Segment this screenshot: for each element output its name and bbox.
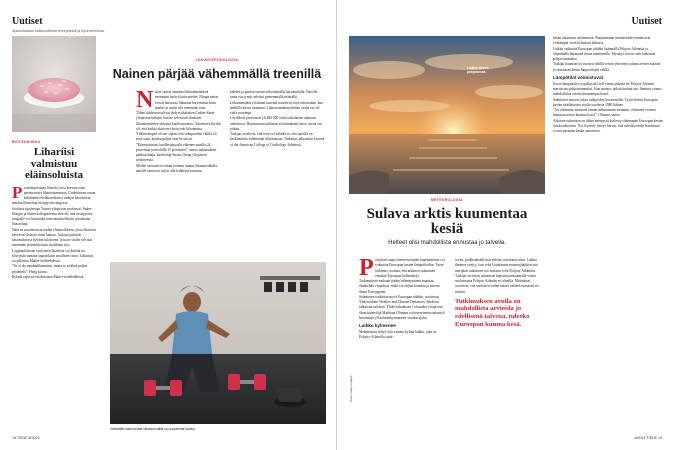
main-paragraph: Tähän tulokseen tulivat yhdysvaltalaisen Cedars-Sinai-yliopiston tutkijat, kun he selvittivät ihmisten liikuntamäärien yhteyttä kuolleisuuteen. Odotettava löydös oli, että kaikki aktiiviset hyötyivät liikunnasta. xyxy=(136,111,221,131)
main-paragraph: Miehet saavuttivat eduun kolmen tunnin liikuntaviikolla, naisille sama etu tuli jo alle kahdessa tunnissa. xyxy=(136,163,218,173)
sunset-illustration xyxy=(349,36,545,194)
main-column-1 xyxy=(136,87,221,174)
right-page xyxy=(337,0,674,450)
main-paragraph: Löydökset perustuvat yli 400 000 yhdysvaltalaisen aikuisen aineistoon. Havainnosta tutkimus ei kuitenkaan kerro, mistä ero johtuu. xyxy=(230,116,322,131)
right-column-2 xyxy=(455,258,543,331)
right-paragraph: Laikku vaikuttaa Euroopan sääihin lisäämällä Pohjois-Atlanttia ja ohjaamalla lämmintä ilmaa mantereelle. Myrskyt voivat siten hakeutua pohjoisemmaksi. xyxy=(553,46,656,61)
main-column-2 xyxy=(230,90,325,148)
main-paragraph: Liikuntamäärä yli tämän kasvatti naisten hyötyä entisestään, kun miehillä kasvu tasaantui. Lihasvoimaharjoittelun osalta ero oli vielä suurempi. xyxy=(230,100,324,115)
rice-bowl-illustration xyxy=(12,36,96,132)
main-paragraph: kahden ja puolen tunnin viikoittaisella harjoittelulla. Naisilla sama etu syntyi selvästi pienemmällä määrällä. xyxy=(230,90,318,100)
right-subhead: Lämpötilat voimistuvat xyxy=(553,74,604,80)
gym-photo xyxy=(110,262,326,424)
right-paragraph: Tutkimuksen mukaan jäiden vähentyminen muuttaa ilmakehän virtauksia, mikä voi ohjata kuumaa ja kuivaa ilmaa Eurooppaan. xyxy=(359,279,440,294)
right-column-3 xyxy=(553,36,663,134)
section-label: Uutiset xyxy=(631,16,662,27)
right-paragraph: Kuvat lämpöaalto tyypillisistä Golf-virran jatketta eli Pohjois-Atlantin merivirtaa pohjoisemmaksi. Kun muutos jatkuu kesään asti, lämmin virtaus mahdollistaa entistä kuumempia kesiä. xyxy=(553,81,662,97)
sidebar-paragraph: ”Se ei ole naudanlihamaista, mutta se sisältää paljon proteiinia”, Hong kuvaa. xyxy=(12,264,88,274)
right-paragraph: Pohjoisen napa-alueen merijään hupeneminen voi vaikuttaa Euroopan kesien lämpötiloihin. Tuore tutkimus osoittaa, että arktinen sulaminen ennakoi Euroopan helleaaltoja. xyxy=(359,255,445,281)
right-paragraph: ”Jos olisimme tunteneet tämän mekanismin aiemmin, olisimme voineet ennustaa useita kuumia kesiä”, Oltmans sanoo. xyxy=(553,108,656,118)
right-paragraph: sevan, poikkeuksellisesti viileän vesialueen nimi. Laikku ilmenee syntyy, kun sekä Grönlannin mannerjäätikön että merijään sulaminen tuo makeaa vettä Pohjois-Atlanttiin. xyxy=(455,258,538,273)
sidebar-article xyxy=(12,36,96,280)
sidebar-kicker: BIOTEKNIIKKA xyxy=(12,140,41,144)
sidebar-paragraph: Lopputuloksena syntyneen liharíisin voi keittää tai höyryttää samaan tapaan kuin tavallisen riisin. Tutkimus on julkaistu Matter-tiedelehdessä. xyxy=(12,248,94,263)
right-deck: Helteet olisi mahdollista ennustaa jo talvella. xyxy=(388,240,506,246)
right-kicker: METEOROLOGIA xyxy=(431,198,463,202)
right-paragraph: Mekanismin liittyy niin sanottu kylmä laikku, joka on Pohjois-Atlantilla sijait- xyxy=(359,330,437,340)
right-paragraph: Tutkijat huomasivat vuosien välillä selvän yhteyden sulamisvesien määrän ja seuraavan kesän lämpötilojen välillä. xyxy=(553,62,661,72)
section-subtitle: Ajankohtaista tutkimustietoa terveydestä ja hyvinvoinnista. xyxy=(12,29,105,33)
right-paragraph: Arktisen sulamisen on tähän mennessä kytketty vähemmän Euroopan kesien sääolosuhteisiin. Nyt löydetty yhteys kertoo, että talvella tehdyt havainnot voivat parantaa kesän ennusteita. xyxy=(553,118,663,133)
right-dropcap: P xyxy=(359,255,374,281)
right-paragraph: Tutkijat arvioivat sulamisen laajuutta mittaamalla veden suolaisuutta Pohjois-Atlantin eri alueilla. Mittaukset osoittivat, että suolaisen veden määrä vaihteli runsaasti eri talvina. xyxy=(455,273,539,294)
photo-tag: Lisäksi aiheen pohjoisessa. xyxy=(467,66,489,74)
main-paragraph: ”Kiinnostavasti kuolleisuusriski vähenee naisilla 24 prosenttia ja miehillä 15 prosenttia”, sanoo tutkimuksen pääkirjoittaja, kardiologi Susan Cheng yliopiston tiedotteessa. xyxy=(136,142,217,163)
main-paragraph: Yllättävämpää oli sen sijaan, että sukupuolten välillä oli eroa siinä, kuinka paljon etua he saivat. xyxy=(136,132,217,142)
right-paragraph: Sulaminen vaikuttaa myös Euroopan sääihin, osoittavat Yhdysvaltain Weather and Climate Dynamics -lehdessä julkaistut tulokset. Yhdysvaltalaisen Coloradon yliopiston ilmastotieteilijä Marilena Oltmans työtovereineen tarkasteli havaintoja yli kolmenkymmenen vuoden ajalta. xyxy=(359,294,445,320)
sidebar-dropcap: P xyxy=(12,182,23,202)
left-page xyxy=(0,0,336,450)
right-column-1 xyxy=(359,255,447,341)
pull-quote: Tutkimuksen avulla on mahdollista arvioida jo edellisenä talvena, tuleeko Euroopan kuuma kesä. xyxy=(455,297,530,328)
photo-credit: Kuva: Getty Images xyxy=(349,375,353,402)
gym-illustration xyxy=(110,262,326,424)
main-paragraph: Naiset saavat samasta liikuntamäärästä enemmän hyötyä kuin miehet. Niinpä naiset voivat harrastaa liikuntaa harvemmin kuin miehet ja saada silti enemmän etua. xyxy=(136,87,219,113)
page-number: 18 TIEDE 6/2024 xyxy=(12,436,40,440)
sidebar-paragraph: Proteiinipitoinen liharíisi voisi korvata osan perinteisestä lihantuotannosta. Uudenlaisen ruoan kehittäneet eteläkorealaiset tutkijat kasvattivat naudan lihasoluja riisinjyvän rungossa. xyxy=(12,182,96,206)
rice-meat-photo xyxy=(12,36,96,132)
main-kicker: LIIKUNTAFYSIOLOGIA xyxy=(195,58,239,62)
main-dropcap: N xyxy=(136,87,154,113)
sunset-sea-photo xyxy=(349,36,545,194)
sidebar-paragraph: Soulissa sijaitsevan Yonsei-yliopiston professori Jinkee Hongin ja hänen kollegoidensa idea oli, että riisinjyvien rungoille voi kiinnittää ravitsemuksellisesti arvokkaita lihassoluja. xyxy=(12,206,93,227)
sidebar-headline: Liharíisi valmistuu eläinsoluista xyxy=(24,146,84,181)
main-headline: Nainen pärjää vähemmällä treenillä xyxy=(112,67,322,81)
main-paragraph: Tutkijat arvelevat, että eroa voi selittää se, että naisilla on keskimäärin vähemmän lihasmassaa. Tutkimus julkaistiin Journal of the American College of Cardiology -lehdessä. xyxy=(230,132,325,147)
section-label: Uutiset xyxy=(12,16,43,27)
right-headline: Sulava arktis kuumentaa kesiä xyxy=(366,206,528,237)
right-paragraph: Säätilastot antavat tukea tutkijoiden havainnoille. Testit tehtiin Euroopan kesien säätilastojen avulla vuodesta 1980 lähtien. xyxy=(553,97,658,107)
right-paragraph: kesän aikaisesta sulamisesta. Runsaammat sulamisvedet ennakoivat viileämpiä vesiä kylmässä laikussa. xyxy=(553,36,651,46)
right-subhead: Laikku kylmenee xyxy=(359,323,396,328)
sidebar-paragraph: Ryhmä raportoi tuloksistaan Matter-tiedelehdessä. xyxy=(12,274,85,279)
gym-photo-caption: Vähintään kaksi kertaa viikossa salilla tuo suurimmat hyödyt. xyxy=(110,427,196,431)
sidebar-paragraph: Näin ne muodostavat uuden elintarvikkeen, jossa lihasolut kasvavat yhdessä riisin kanssa. Tutkijat pääsivät kasvatuksessa hyvään tulokseen, ja tuote sisälsi selvästi enemmän proteiinia kuin tavallinen riisi. xyxy=(12,227,96,248)
page-number: 6/2024 TIEDE 19 xyxy=(634,436,662,440)
